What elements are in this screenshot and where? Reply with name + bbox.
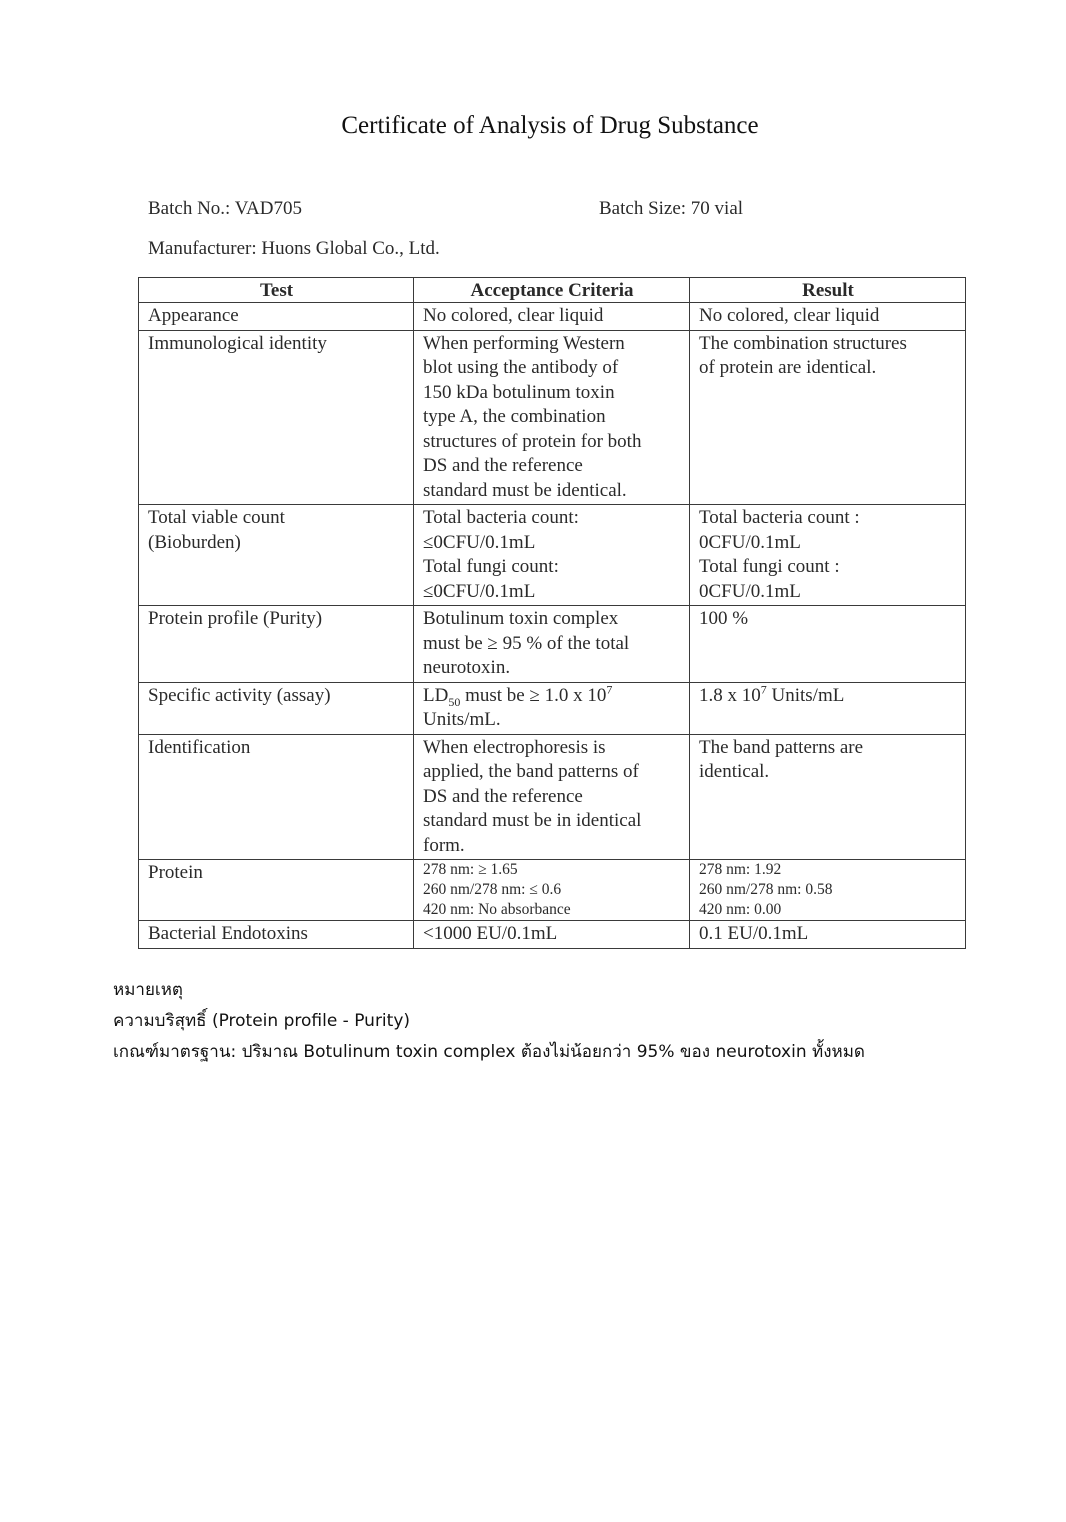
table-row-total-viable-count	[139, 505, 966, 606]
criteria-line: blot using the antibody of	[423, 357, 619, 378]
test-cell: Identification	[139, 734, 414, 860]
result-line: 0CFU/0.1mL	[699, 580, 801, 602]
result-line: 278 nm: 1.92	[699, 861, 782, 878]
criteria-line: ≤0CFU/0.1mL	[423, 531, 536, 553]
notes-line: เกณฑ์มาตรฐาน: ปริมาณ Botulinum toxin complex ต้องไม่น้อยกว่า 95% ของ neurotoxin ทั้งหมด	[113, 1042, 865, 1062]
test-cell: Immunological identity	[139, 330, 414, 505]
result-cell	[690, 734, 966, 860]
result-cell	[690, 860, 966, 921]
result-line: 260 nm/278 nm: 0.58	[699, 881, 833, 898]
criteria-line: standard must be identical.	[423, 479, 627, 501]
result-line: The combination structures	[699, 332, 907, 354]
criteria-cell	[414, 860, 690, 921]
test-cell	[139, 505, 414, 606]
criteria-line: must be ≥ 95 % of the total	[423, 632, 630, 654]
criteria-line: Total fungi count:	[423, 556, 559, 577]
result-line: of protein are identical.	[699, 357, 877, 378]
superscript: 7	[760, 682, 767, 697]
result-cell	[690, 505, 966, 606]
result-cell	[690, 682, 966, 734]
notes-line: ความบริสุทธิ์ (Protein profile - Purity)	[113, 1011, 411, 1031]
criteria-line: 260 nm/278 nm: ≤ 0.6	[423, 881, 562, 898]
criteria-line: 420 nm: No absorbance	[423, 901, 571, 918]
batch-number: Batch No.: VAD705	[148, 198, 302, 219]
result-line: The band patterns are	[699, 736, 864, 758]
result-cell: 0.1 EU/0.1mL	[690, 921, 966, 949]
header-test: Test	[139, 278, 414, 303]
criteria-cell	[414, 734, 690, 860]
result-line: Total bacteria count :	[699, 507, 860, 528]
analysis-table	[138, 277, 966, 949]
criteria-line: 278 nm: ≥ 1.65	[423, 861, 518, 878]
table-row-identification	[139, 734, 966, 860]
criteria-line: ≤0CFU/0.1mL	[423, 580, 536, 602]
criteria-line: Units/mL.	[423, 709, 501, 730]
criteria-line: neurotoxin.	[423, 657, 511, 678]
criteria-line: DS and the reference	[423, 785, 583, 807]
criteria-line: DS and the reference	[423, 455, 583, 476]
table-row-appearance	[139, 303, 966, 331]
batch-size: Batch Size: 70 vial	[599, 198, 744, 219]
manufacturer: Manufacturer: Huons Global Co., Ltd.	[148, 238, 440, 259]
notes-heading: หมายเหตุ	[113, 980, 183, 1000]
table-row-protein-profile	[139, 606, 966, 683]
criteria-line	[423, 684, 681, 709]
test-cell: Appearance	[139, 303, 414, 331]
criteria-line: structures of protein for both	[423, 430, 642, 452]
criteria-cell: No colored, clear liquid	[414, 303, 690, 331]
test-cell: Protein	[139, 860, 414, 921]
criteria-text: LD	[423, 684, 449, 706]
document-title: Certificate of Analysis of Drug Substance	[341, 112, 759, 139]
criteria-text: must be ≥ 1.0 x 10	[460, 684, 607, 706]
criteria-cell	[414, 505, 690, 606]
criteria-cell: <1000 EU/0.1mL	[414, 921, 690, 949]
notes-section	[113, 975, 865, 1068]
criteria-cell	[414, 682, 690, 734]
test-line: Total viable count	[148, 507, 285, 528]
superscript: 7	[606, 682, 613, 697]
criteria-line: applied, the band patterns of	[423, 761, 639, 782]
subscript: 50	[448, 694, 461, 709]
result-line: Total fungi count :	[699, 556, 840, 577]
table-header-row	[139, 278, 966, 303]
test-line: (Bioburden)	[148, 531, 241, 553]
criteria-cell	[414, 330, 690, 505]
table-row-bacterial-endotoxins	[139, 921, 966, 949]
result-text: Units/mL	[766, 684, 845, 706]
table-row-protein	[139, 860, 966, 921]
test-cell: Specific activity (assay)	[139, 682, 414, 734]
criteria-line: standard must be in identical	[423, 810, 642, 831]
header-result: Result	[690, 278, 966, 303]
criteria-line: When performing Western	[423, 332, 625, 354]
table-row-immunological-identity	[139, 330, 966, 505]
table-row-specific-activity	[139, 682, 966, 734]
criteria-cell	[414, 606, 690, 683]
result-text: 1.8 x 10	[699, 684, 761, 706]
test-cell: Protein profile (Purity)	[139, 606, 414, 683]
result-cell: 100 %	[690, 606, 966, 683]
header-acceptance-criteria: Acceptance Criteria	[414, 278, 690, 303]
test-cell: Bacterial Endotoxins	[139, 921, 414, 949]
criteria-line: form.	[423, 834, 465, 856]
criteria-line: 150 kDa botulinum toxin	[423, 381, 615, 403]
result-line: 420 nm: 0.00	[699, 901, 782, 918]
criteria-line: type A, the combination	[423, 406, 606, 427]
result-cell	[690, 330, 966, 505]
criteria-line: Botulinum toxin complex	[423, 608, 619, 629]
result-line: identical.	[699, 761, 770, 782]
criteria-line: Total bacteria count:	[423, 507, 579, 528]
result-cell: No colored, clear liquid	[690, 303, 966, 331]
criteria-line: When electrophoresis is	[423, 736, 606, 758]
result-line: 0CFU/0.1mL	[699, 531, 801, 553]
